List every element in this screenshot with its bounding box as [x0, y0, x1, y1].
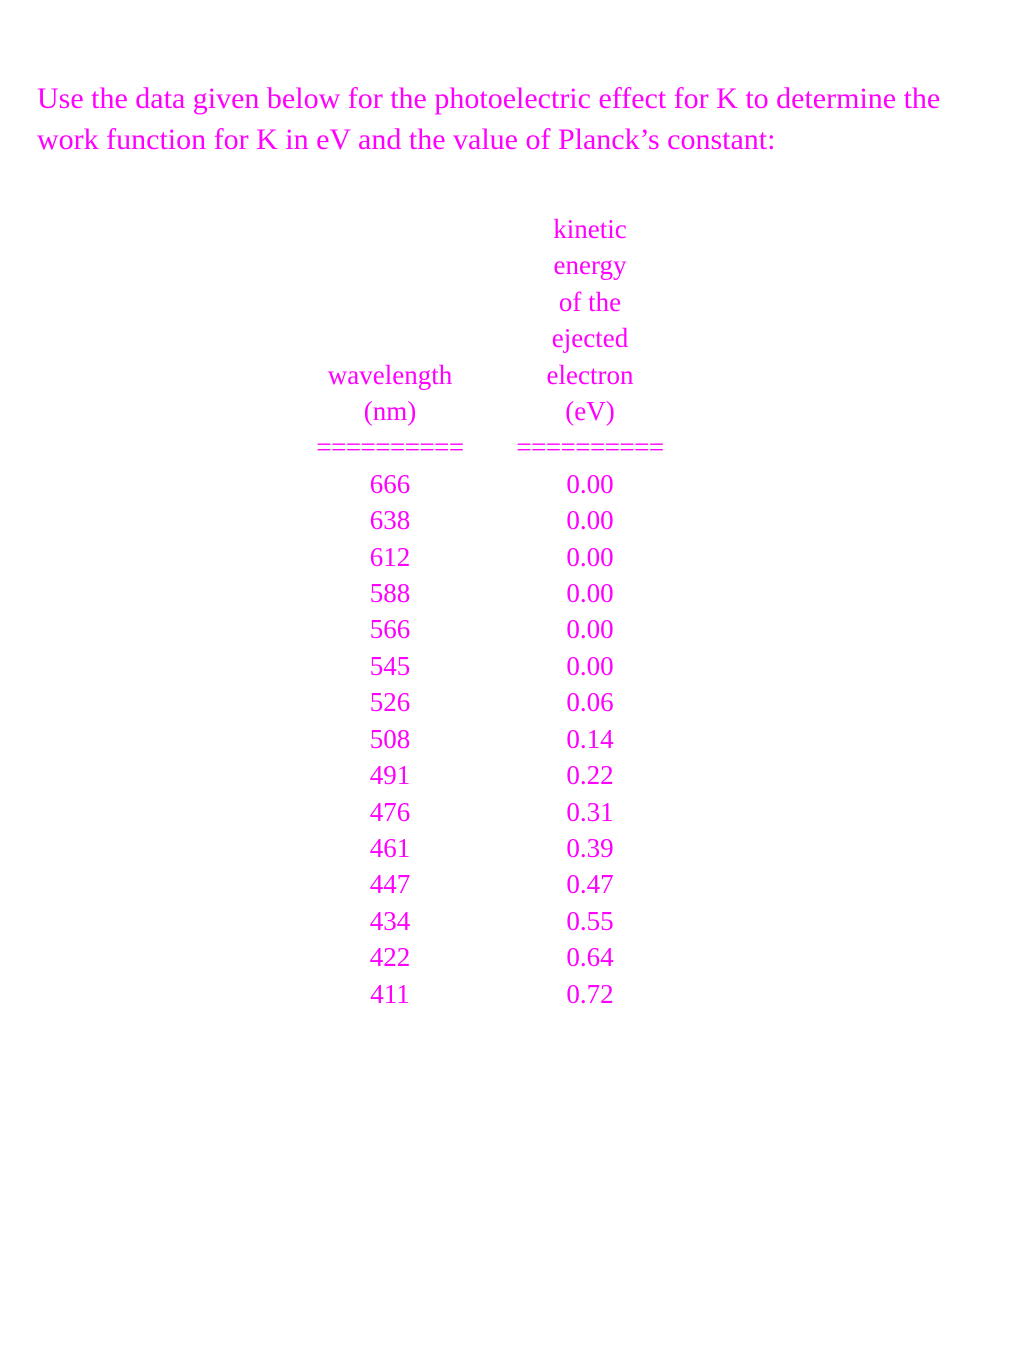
- table-row: [290, 939, 690, 975]
- table-row: [290, 794, 690, 830]
- kinetic-energy-cell: 0.31: [566, 796, 614, 827]
- table-row: [290, 866, 690, 902]
- photoelectric-data-table: [290, 211, 690, 1012]
- kinetic-energy-cell: 0.47: [566, 869, 614, 900]
- header-line: energy: [553, 250, 627, 281]
- wavelength-cell: 588: [369, 578, 411, 609]
- table-row: [290, 539, 690, 575]
- wavelength-cell: 526: [369, 687, 411, 718]
- wavelength-cell: 476: [369, 796, 411, 827]
- kinetic-energy-cell: 0.00: [566, 614, 614, 645]
- table-row: [290, 757, 690, 793]
- header-line: kinetic: [553, 214, 627, 244]
- wavelength-cell: 434: [369, 905, 411, 936]
- kinetic-energy-separator: ==========: [516, 432, 664, 463]
- kinetic-energy-cell: 0.00: [566, 578, 614, 609]
- kinetic-energy-cell: 0.39: [566, 832, 614, 863]
- wavelength-cell: 411: [370, 978, 410, 1009]
- header-row: [290, 211, 690, 429]
- table-row: [290, 684, 690, 720]
- header-line: (eV): [565, 396, 615, 427]
- header-line: (nm): [363, 396, 417, 427]
- kinetic-energy-cell: 0.22: [566, 760, 614, 791]
- header-line: ejected: [551, 323, 629, 354]
- kinetic-energy-cell: 0.00: [566, 505, 614, 536]
- kinetic-energy-cell: 0.72: [566, 978, 614, 1009]
- wavelength-header: [290, 211, 490, 429]
- kinetic-energy-cell: 0.55: [566, 905, 614, 936]
- wavelength-cell: 638: [369, 505, 411, 536]
- table-row: [290, 830, 690, 866]
- problem-statement: Use the data given below for the photoelectric effect for K to determine the work function for K in eV and the value of Planck’s constant:: [37, 82, 941, 156]
- wavelength-cell: 545: [369, 650, 411, 681]
- kinetic-energy-header: [490, 211, 690, 429]
- kinetic-energy-cell: 0.00: [566, 650, 614, 681]
- wavelength-cell: 508: [369, 723, 411, 754]
- table-row: [290, 575, 690, 611]
- table-body: [290, 466, 690, 1012]
- separator-row: [290, 429, 690, 465]
- table-row: [290, 976, 690, 1012]
- kinetic-energy-cell: 0.14: [566, 723, 614, 754]
- table-row: [290, 648, 690, 684]
- header-line: electron: [546, 359, 634, 390]
- wavelength-cell: 566: [369, 614, 411, 645]
- wavelength-separator: ==========: [316, 432, 464, 463]
- table-row: [290, 611, 690, 647]
- header-line: of the: [558, 286, 622, 317]
- kinetic-energy-cell: 0.00: [566, 468, 614, 499]
- wavelength-cell: 447: [369, 869, 411, 900]
- kinetic-energy-cell: 0.06: [566, 687, 614, 718]
- table-header: [290, 211, 690, 466]
- wavelength-cell: 612: [369, 541, 411, 572]
- header-line: wavelength: [327, 359, 453, 390]
- wavelength-cell: 461: [369, 832, 411, 863]
- table-row: [290, 502, 690, 538]
- kinetic-energy-cell: 0.64: [566, 942, 614, 973]
- table-row: [290, 903, 690, 939]
- wavelength-cell: 666: [369, 468, 411, 499]
- wavelength-cell: 491: [369, 760, 411, 791]
- kinetic-energy-cell: 0.00: [566, 541, 614, 572]
- wavelength-cell: 422: [369, 942, 411, 973]
- table-row: [290, 466, 690, 502]
- table-row: [290, 721, 690, 757]
